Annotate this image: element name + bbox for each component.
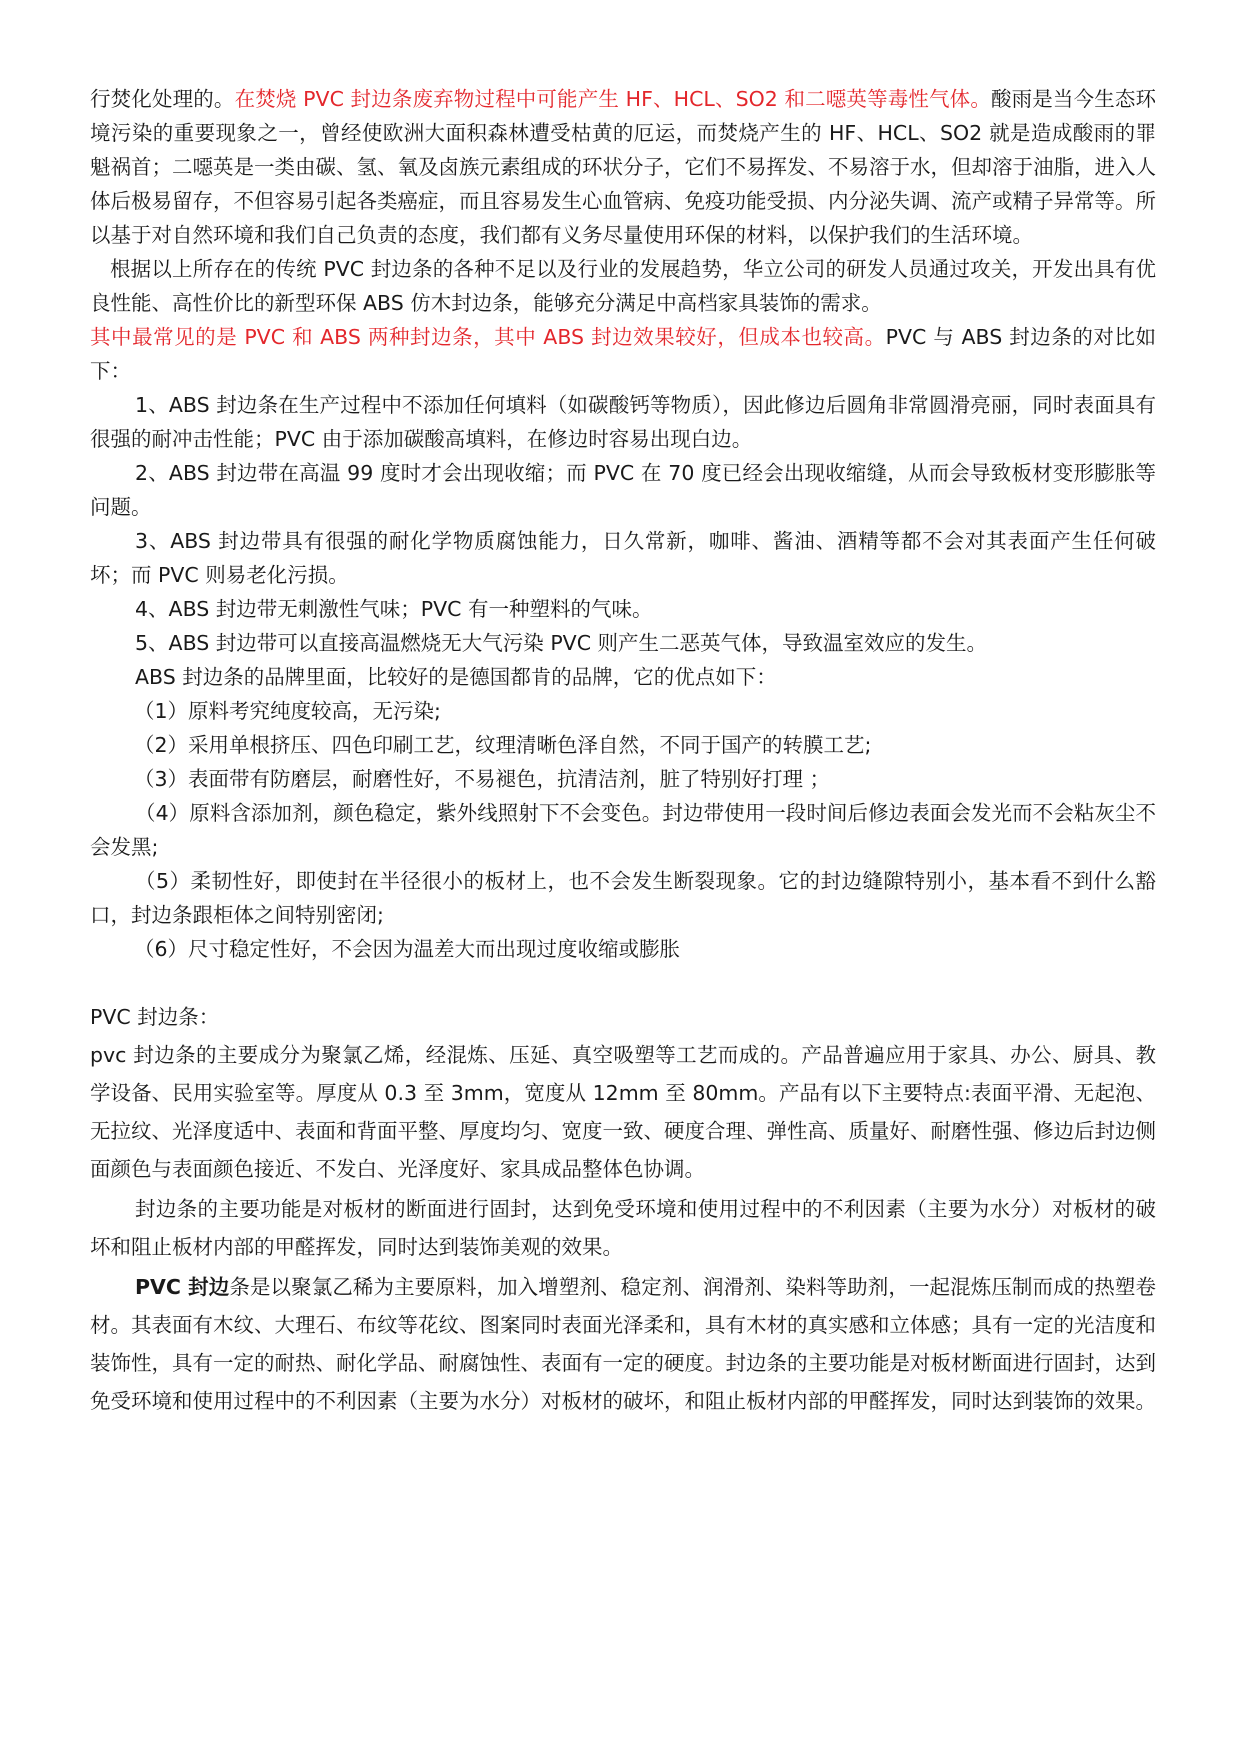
spacer (90, 966, 1156, 1000)
brand-point-4: （4）原料含添加剂，颜色稳定，紫外线照射下不会变色。封边带使用一段时间后修边表面会发光而不会粘灰尘不会发黑; (90, 801, 1156, 859)
paragraph-pvc-composition: pvc 封边条的主要成分为聚氯乙烯，经混炼、压延、真空吸塑等工艺而成的。产品普遍应用于家具、办公、厨具、教学设备、民用实验室等。厚度从 0.3 至 3mm，宽度从 12mm 至 80mm。产品有以下主要特点:表面平滑、无起泡、无拉纹、光泽度适中、表面和背面平整、厚度均匀、宽度一致、硬度合理、弹性高、质量好、耐磨性强、修边后封边侧面颜色与表面颜色接近、不发白、光泽度好、家具成品整体色协调。 (90, 1043, 1156, 1181)
paragraph-pvc-material (90, 1268, 1156, 1420)
section-heading-pvc: PVC 封边条： (90, 1005, 220, 1029)
compare-item-5: 5、ABS 封边带可以直接高温燃烧无大气污染 PVC 则产生二恶英气体，导致温室效应的发生。 (135, 631, 988, 655)
brand-point-1: （1）原料考究纯度较高，无污染; (134, 699, 441, 723)
paragraph-text: 酸雨是当今生态环境污染的重要现象之一，曾经使欧洲大面积森林遭受枯黄的厄运，而焚烧产生的 HF、HCL、SO2 就是造成酸雨的罪魁祸首；二噁英是一类由碳、氢、氧及卤族元素组成的环状分子，它们不易挥发、不易溶于水，但却溶于油脂，进入人体后极易留存，不但容易引起各类癌症，而且容易发生心血管病、免疫功能受损、内分泌失调、流产或精子异常等。所以基于对自然环境和我们自己负责的态度，我们都有义务尽量使用环保的材料，以保护我们的生活环境。 (90, 87, 1157, 247)
paragraph-pvc-function: 封边条的主要功能是对板材的断面进行固封，达到免受环境和使用过程中的不利因素（主要为水分）对板材的破坏和阻止板材内部的甲醛挥发，同时达到装饰美观的效果。 (90, 1197, 1156, 1259)
compare-item-4: 4、ABS 封边带无刺激性气味；PVC 有一种塑料的气味。 (135, 597, 653, 621)
brand-point-6: （6）尺寸稳定性好，不会因为温差大而出现过度收缩或膨胀 (134, 937, 681, 961)
brand-intro: ABS 封边条的品牌里面，比较好的是德国都肯的品牌，它的优点如下： (135, 665, 777, 689)
paragraph-text: PVC 与 ABS 封边条的对比如下： (90, 325, 1156, 383)
highlighted-text: 其中最常见的是 PVC 和 ABS 两种封边条，其中 ABS 封边效果较好，但成本也较高。 (90, 325, 886, 349)
highlighted-text: 在焚烧 PVC 封边条废弃物过程中可能产生 HF、HCL、SO2 和二噁英等毒性气体。 (234, 87, 991, 111)
bold-term: PVC 封边 (135, 1275, 230, 1299)
paragraph-acid-rain (90, 82, 1156, 252)
paragraph-comparison-intro (90, 320, 1156, 388)
compare-item-2: 2、ABS 封边带在高温 99 度时才会出现收缩；而 PVC 在 70 度已经会出现收缩缝，从而会导致板材变形膨胀等问题。 (90, 461, 1156, 519)
paragraph-text: 条是以聚氯乙稀为主要原料，加入增塑剂、稳定剂、润滑剂、染料等助剂，一起混炼压制而成的热塑卷材。其表面有木纹、大理石、布纹等花纹、图案同时表面光泽柔和，具有木材的真实感和立体感；具有一定的光洁度和装饰性，具有一定的耐热、耐化学品、耐腐蚀性、表面有一定的硬度。封边条的主要功能是对板材断面进行固封，达到免受环境和使用过程中的不利因素（主要为水分）对板材的破坏，和阻止板材内部的甲醛挥发，同时达到装饰的效果。 (90, 1275, 1156, 1413)
document-page (90, 82, 1156, 1420)
paragraph-development: 根据以上所存在的传统 PVC 封边条的各种不足以及行业的发展趋势，华立公司的研发人员通过攻关，开发出具有优良性能、高性价比的新型环保 ABS 仿木封边条，能够充分满足中高档家具装饰的需求。 (90, 257, 1156, 315)
brand-point-2: （2）采用单根挤压、四色印刷工艺，纹理清晰色泽自然，不同于国产的转膜工艺; (134, 733, 872, 757)
brand-point-5: （5）柔韧性好，即使封在半径很小的板材上，也不会发生断裂现象。它的封边缝隙特别小，基本看不到什么豁口，封边条跟柜体之间特别密闭; (90, 869, 1156, 927)
brand-point-3: （3）表面带有防磨层，耐磨性好，不易褪色，抗清洁剂，脏了特别好打理 ； (134, 767, 831, 791)
compare-item-3: 3、ABS 封边带具有很强的耐化学物质腐蚀能力，日久常新，咖啡、酱油、酒精等都不会对其表面产生任何破坏；而 PVC 则易老化污损。 (90, 529, 1156, 587)
paragraph-text: 行焚化处理的。 (90, 87, 235, 111)
compare-item-1: 1、ABS 封边条在生产过程中不添加任何填料（如碳酸钙等物质），因此修边后圆角非常圆滑亮丽，同时表面具有很强的耐冲击性能；PVC 由于添加碳酸高填料，在修边时容易出现白边。 (90, 393, 1156, 451)
